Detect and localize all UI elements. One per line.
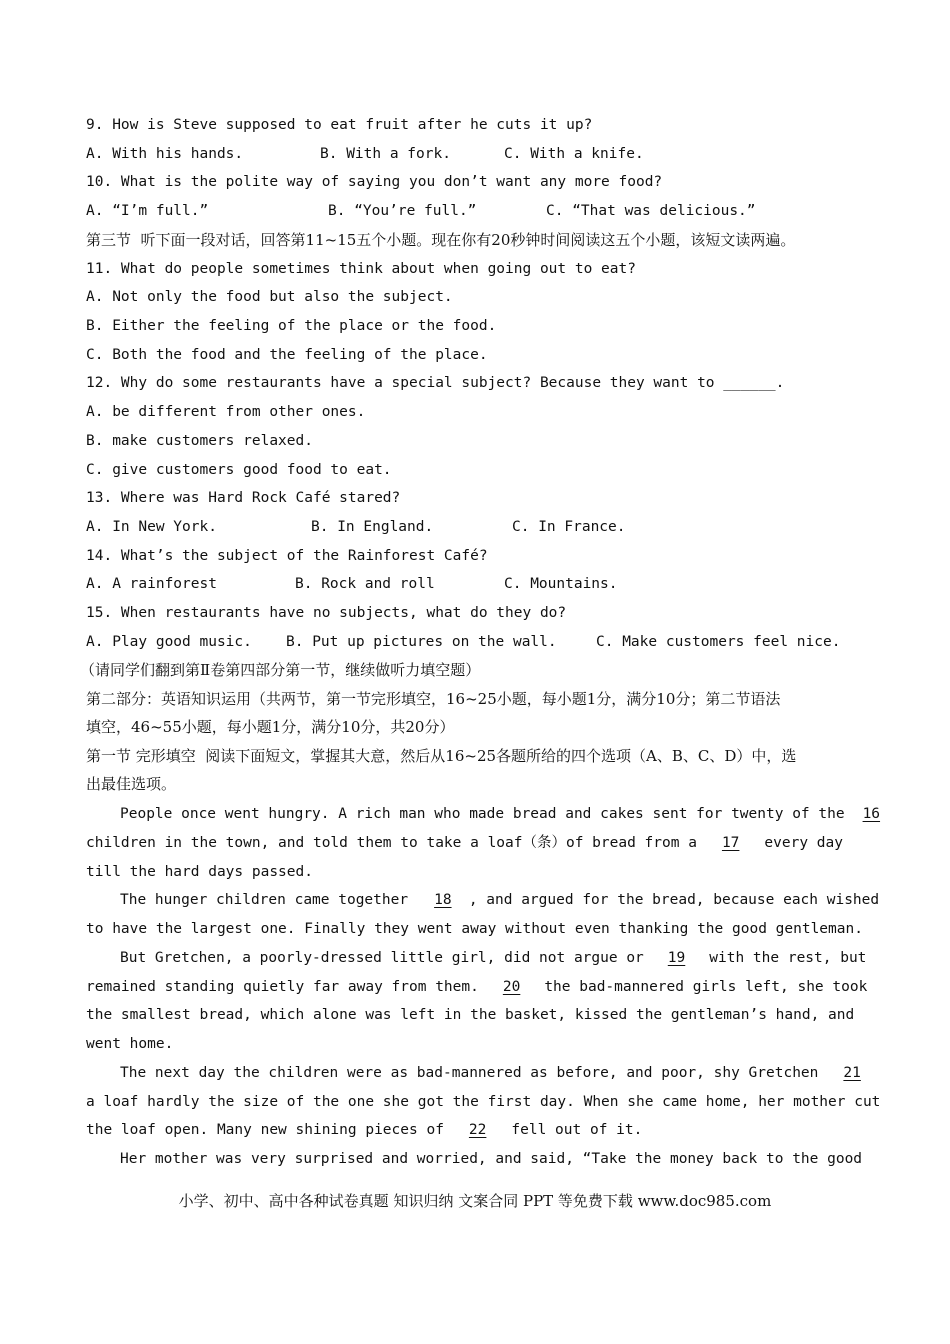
passage-line: a loaf hardly the size of the one she got the first day. When she came home, her mother cut bbox=[86, 1094, 881, 1110]
question-13: 13. Where was Hard Rock Café stared? bbox=[86, 490, 401, 506]
option-a: A. “I’m full.” bbox=[86, 203, 209, 219]
passage-line: the smallest bread, which alone was left in the basket, kissed the gentleman’s hand, and bbox=[86, 1007, 855, 1023]
question-10-options bbox=[86, 201, 756, 221]
option-a: A. With his hands. bbox=[86, 146, 244, 162]
question-13-options bbox=[86, 517, 626, 537]
option-c: C. Make customers feel nice. bbox=[596, 634, 841, 650]
part-2-heading-line-1: 第二部分：英语知识运用（共两节，第一节完形填空，16~25小题，每小题1分，满分10分；第二节语法 bbox=[86, 690, 781, 708]
blank-18: 18 bbox=[434, 892, 452, 908]
option-b: B. “You’re full.” bbox=[328, 203, 477, 219]
passage-line: children in the town, and told them to take a loaf（条）of bread from a 17 every day bbox=[86, 835, 843, 851]
option-b: B. Either the feeling of the place or the food. bbox=[86, 318, 497, 334]
cloze-heading-line-1: 第一节 完形填空 阅读下面短文，掌握其大意，然后从16~25各题所给的四个选项（A、B、C、D）中，选 bbox=[86, 747, 797, 765]
option-c: C. In France. bbox=[512, 519, 626, 535]
section-3-heading: 第三节 听下面一段对话，回答第11~15五个小题。现在你有20秒钟时间阅读这五个小题，该短文读两遍。 bbox=[86, 231, 796, 249]
question-15: 15. When restaurants have no subjects, what do they do? bbox=[86, 605, 567, 621]
blank-19: 19 bbox=[667, 950, 686, 966]
question-11: 11. What do people sometimes think about when going out to eat? bbox=[86, 261, 636, 277]
option-c: C. With a knife. bbox=[504, 146, 644, 162]
cloze-heading-line-2: 出最佳选项。 bbox=[86, 775, 177, 793]
blank-22: 22 bbox=[468, 1122, 487, 1138]
passage-line: went home. bbox=[86, 1036, 174, 1052]
option-a: A. A rainforest bbox=[86, 576, 217, 592]
option-b: B. With a fork. bbox=[320, 146, 451, 162]
part-2-heading-line-2: 填空，46~55小题，每小题1分，满分10分，共20分） bbox=[86, 718, 455, 736]
passage-line: People once went hungry. A rich man who made bread and cakes sent for twenty of the 16 bbox=[120, 804, 889, 824]
option-a: A. In New York. bbox=[86, 519, 217, 535]
passage-line: till the hard days passed. bbox=[86, 864, 313, 880]
blank-21: 21 bbox=[843, 1065, 861, 1081]
passage-line: to have the largest one. Finally they went away without even thanking the good gentleman. bbox=[86, 921, 863, 937]
option-a: A. be different from other ones. bbox=[86, 404, 366, 420]
option-b: B. Rock and roll bbox=[295, 576, 435, 592]
passage-line: Her mother was very surprised and worried, and said, “Take the money back to the good bbox=[120, 1151, 863, 1167]
option-c: C. Mountains. bbox=[504, 576, 618, 592]
blank-20: 20 bbox=[502, 979, 521, 995]
option-a: A. Play good music. bbox=[86, 634, 252, 650]
passage-line: The hunger children came together 18 , and argued for the bread, because each wished bbox=[120, 892, 880, 908]
blank-17: 17 bbox=[721, 835, 740, 851]
page-footer: 小学、初中、高中各种试卷真题 知识归纳 文案合同 PPT 等免费下载 www.doc985.com bbox=[178, 1192, 772, 1210]
option-b: B. Put up pictures on the wall. bbox=[286, 634, 557, 650]
turn-page-note: （请同学们翻到第Ⅱ卷第四部分第一节，继续做听力填空题） bbox=[80, 661, 481, 679]
question-12: 12. Why do some restaurants have a special subject? Because they want to ______. bbox=[86, 375, 785, 391]
option-b: B. In England. bbox=[311, 519, 434, 535]
passage-line: the loaf open. Many new shining pieces of 22 fell out of it. bbox=[86, 1122, 643, 1138]
option-b: B. make customers relaxed. bbox=[86, 433, 313, 449]
question-10: 10. What is the polite way of saying you don’t want any more food? bbox=[86, 174, 663, 190]
option-a: A. Not only the food but also the subject. bbox=[86, 289, 453, 305]
passage-line: The next day the children were as bad-mannered as before, and poor, shy Gretchen 21 bbox=[120, 1063, 877, 1083]
question-9: 9. How is Steve supposed to eat fruit after he cuts it up? bbox=[86, 117, 593, 133]
blank-16: 16 bbox=[862, 806, 881, 822]
question-15-options bbox=[86, 632, 841, 652]
question-14-options bbox=[86, 574, 618, 594]
passage-line: remained standing quietly far away from them. 20 the bad-mannered girls left, she took bbox=[86, 979, 868, 995]
option-c: C. give customers good food to eat. bbox=[86, 462, 392, 478]
question-9-options bbox=[86, 144, 644, 164]
option-c: C. “That was delicious.” bbox=[546, 203, 756, 219]
passage-line: But Gretchen, a poorly-dressed little girl, did not argue or 19 with the rest, but bbox=[120, 950, 867, 966]
question-14: 14. What’s the subject of the Rainforest Café? bbox=[86, 548, 488, 564]
option-c: C. Both the food and the feeling of the place. bbox=[86, 347, 488, 363]
